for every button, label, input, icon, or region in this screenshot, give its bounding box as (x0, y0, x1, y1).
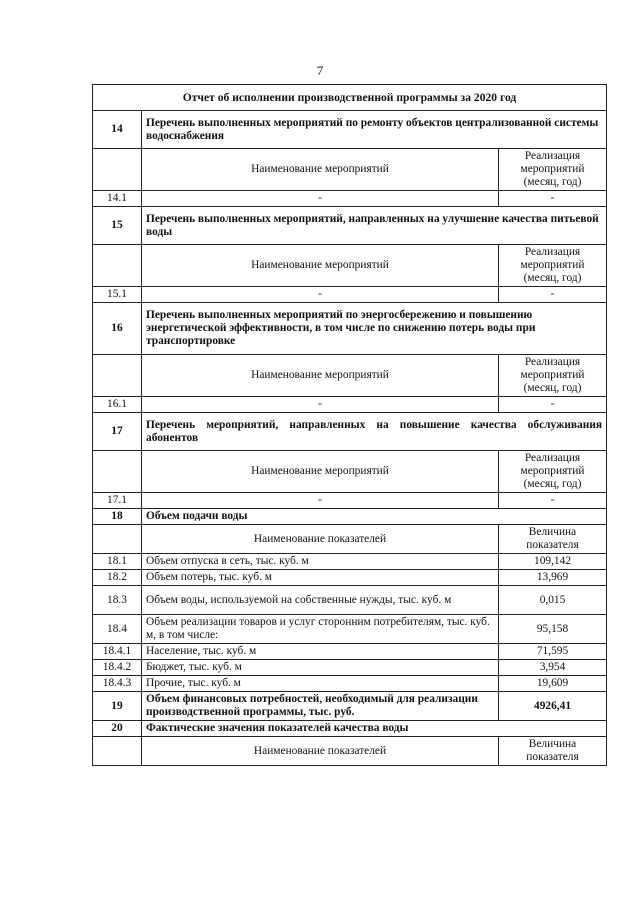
row-name: - (142, 191, 499, 207)
table-row (93, 570, 607, 586)
section-number: 19 (93, 692, 142, 721)
section-title: Объем финансовых потребностей, необходимый для реализации производственной программы, тыс. руб. (142, 692, 499, 721)
row-name: Объем воды, используемой на собственные нужды, тыс. куб. м (142, 586, 499, 615)
row-number: 18.3 (93, 586, 142, 615)
report-title: Отчет об исполнении производственной программы за 2020 год (93, 85, 607, 111)
section-number: 17 (93, 413, 142, 451)
section-title: Перечень выполненных мероприятий, направленных на улучшение качества питьевой воды (142, 207, 607, 245)
column-header-name: Наименование показателей (142, 525, 499, 554)
row-name: Население, тыс. куб. м (142, 644, 499, 660)
row-value: 95,158 (499, 615, 607, 644)
column-header-value: Величина показателя (499, 525, 607, 554)
table-row (93, 676, 607, 692)
row-number: 18.4.2 (93, 660, 142, 676)
section-18-row (93, 509, 607, 525)
section-title: Объем подачи воды (142, 509, 607, 525)
section-15-row (93, 207, 607, 245)
section-16-row (93, 303, 607, 355)
section-number: 16 (93, 303, 142, 355)
row-number: 14.1 (93, 191, 142, 207)
page-number: 7 (316, 63, 324, 78)
report-table (92, 84, 607, 766)
row-number: 18.1 (93, 554, 142, 570)
row-name: Объем потерь, тыс. куб. м (142, 570, 499, 586)
column-header-value: Реализация мероприятий (месяц, год) (499, 355, 607, 397)
table-row (93, 287, 607, 303)
column-header-name: Наименование мероприятий (142, 451, 499, 493)
row-number: 18.4.1 (93, 644, 142, 660)
section-number: 18 (93, 509, 142, 525)
table-row (93, 660, 607, 676)
empty-cell (93, 451, 142, 493)
row-value: - (499, 287, 607, 303)
row-value: 71,595 (499, 644, 607, 660)
row-name: Объем реализации товаров и услуг сторонним потребителям, тыс. куб. м, в том числе: (142, 615, 499, 644)
empty-cell (93, 737, 142, 766)
section-14-row (93, 111, 607, 149)
row-number: 18.2 (93, 570, 142, 586)
row-value: 19,609 (499, 676, 607, 692)
table-row (93, 191, 607, 207)
section-title: Перечень мероприятий, направленных на повышение качества обслуживания абонентов (142, 413, 607, 451)
column-header-value: Реализация мероприятий (месяц, год) (499, 149, 607, 191)
row-name: - (142, 397, 499, 413)
section-19-row (93, 692, 607, 721)
row-number: 15.1 (93, 287, 142, 303)
empty-cell (93, 525, 142, 554)
section-value: 4926,41 (499, 692, 607, 721)
section-number: 20 (93, 721, 142, 737)
row-name: - (142, 287, 499, 303)
section-17-header (93, 451, 607, 493)
table-row (93, 493, 607, 509)
table-row (93, 586, 607, 615)
row-number: 17.1 (93, 493, 142, 509)
section-18-header (93, 525, 607, 554)
row-value: 13,969 (499, 570, 607, 586)
section-number: 14 (93, 111, 142, 149)
empty-cell (93, 149, 142, 191)
column-header-value: Реализация мероприятий (месяц, год) (499, 451, 607, 493)
row-value: - (499, 191, 607, 207)
row-number: 18.4 (93, 615, 142, 644)
row-name: Прочие, тыс. куб. м (142, 676, 499, 692)
column-header-name: Наименование мероприятий (142, 149, 499, 191)
section-20-row (93, 721, 607, 737)
row-number: 16.1 (93, 397, 142, 413)
table-row (93, 397, 607, 413)
column-header-name: Наименование мероприятий (142, 245, 499, 287)
column-header-name: Наименование показателей (142, 737, 499, 766)
section-15-header (93, 245, 607, 287)
empty-cell (93, 355, 142, 397)
row-name: Бюджет, тыс. куб. м (142, 660, 499, 676)
empty-cell (93, 245, 142, 287)
section-number: 15 (93, 207, 142, 245)
table-row (93, 644, 607, 660)
section-16-header (93, 355, 607, 397)
table-row (93, 554, 607, 570)
section-14-header (93, 149, 607, 191)
row-value: 0,015 (499, 586, 607, 615)
row-value: - (499, 397, 607, 413)
section-title: Перечень выполненных мероприятий по ремонту объектов централизованной системы водоснабжения (142, 111, 607, 149)
row-name: - (142, 493, 499, 509)
section-title: Фактические значения показателей качества воды (142, 721, 607, 737)
column-header-value: Величина показателя (499, 737, 607, 766)
row-number: 18.4.3 (93, 676, 142, 692)
column-header-name: Наименование мероприятий (142, 355, 499, 397)
row-value: 3,954 (499, 660, 607, 676)
row-name: Объем отпуска в сеть, тыс. куб. м (142, 554, 499, 570)
row-value: - (499, 493, 607, 509)
column-header-value: Реализация мероприятий (месяц, год) (499, 245, 607, 287)
row-value: 109,142 (499, 554, 607, 570)
section-title: Перечень выполненных мероприятий по энергосбережению и повышению энергетической эффективности, в том числе по снижению потерь воды при транспортировке (142, 303, 607, 355)
section-17-row (93, 413, 607, 451)
report-title-row (93, 85, 607, 111)
table-row (93, 615, 607, 644)
section-20-header (93, 737, 607, 766)
